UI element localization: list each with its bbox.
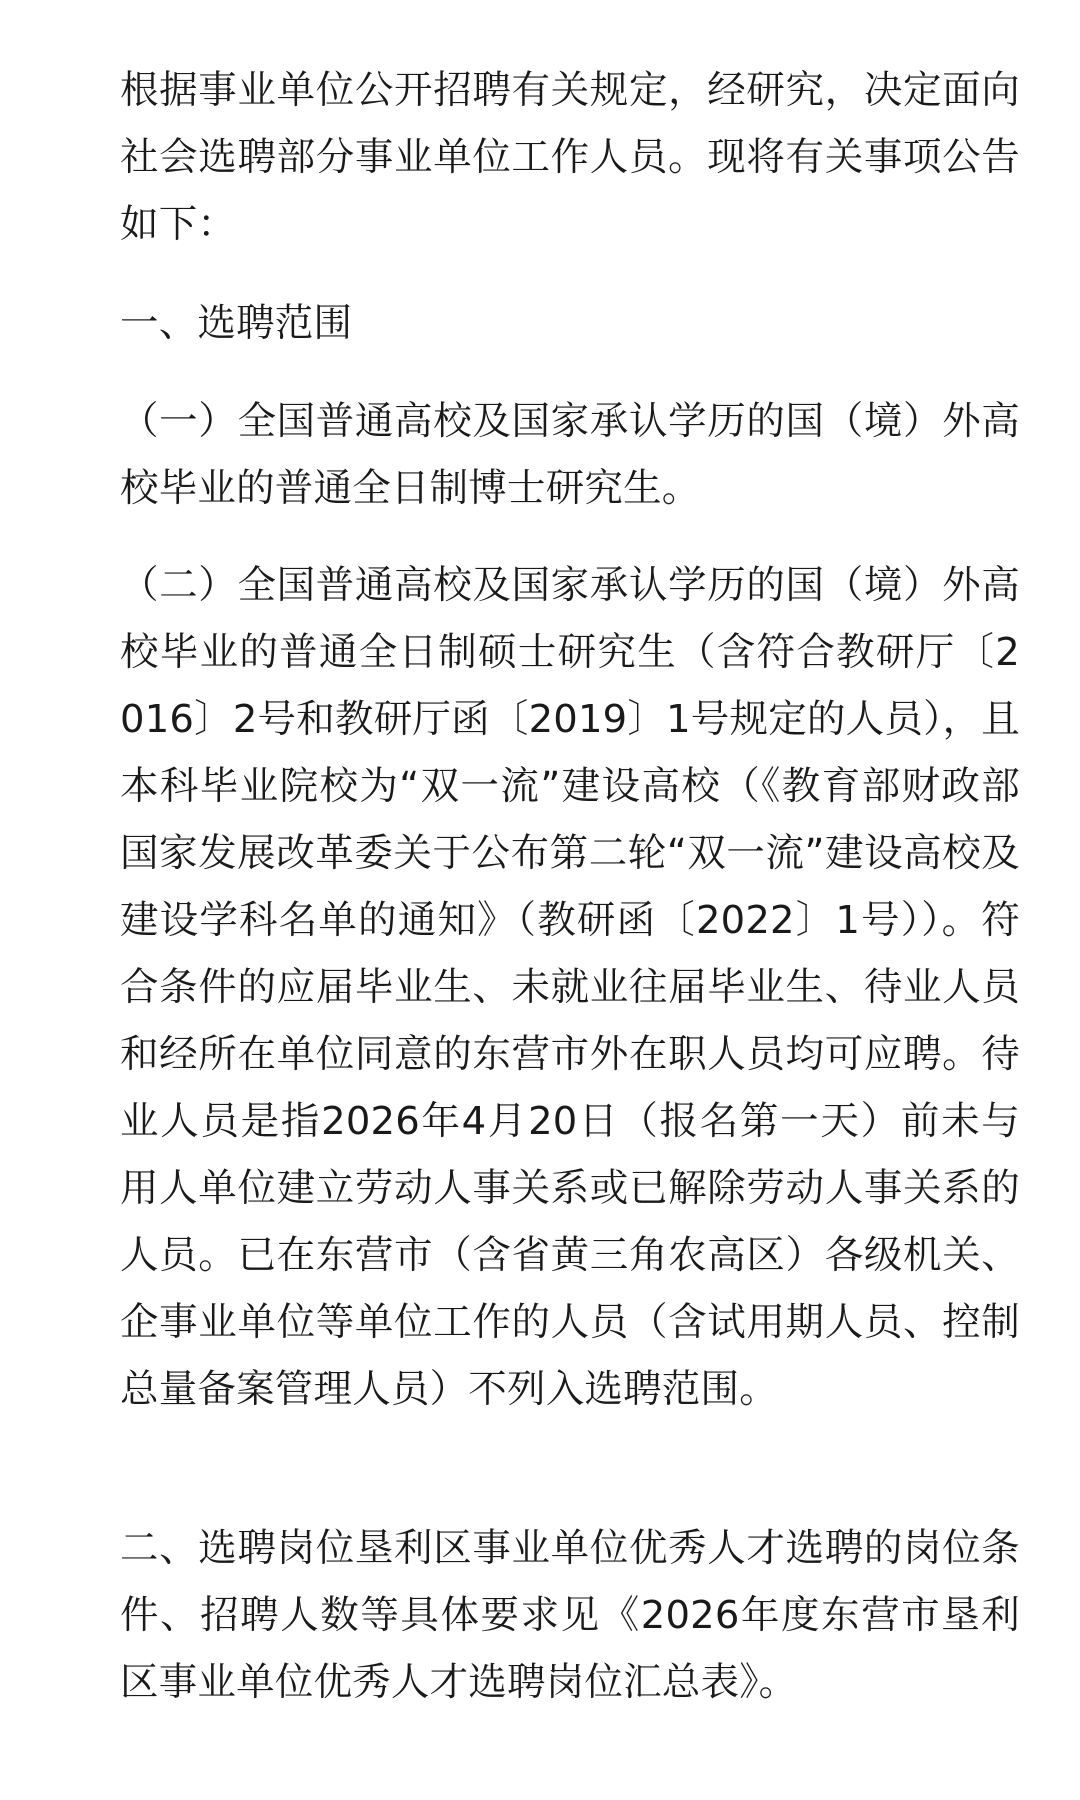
section-2-paragraph: 二、选聘岗位垦利区事业单位优秀人才选聘的岗位条件、招聘人数等具体要求见《2026年度东营市垦利区事业单位优秀人才选聘岗位汇总表》。 — [120, 1526, 1020, 1705]
section-1-heading: 一、选聘范围 — [120, 301, 353, 346]
item-2-paragraph: （二）全国普通高校及国家承认学历的国（境）外高校毕业的普通全日制硕士研究生（含符合教研厅〔2016〕2号和教研厅函〔2019〕1号规定的人员），且本科毕业院校为“双一流”建设高校（《教育部财政部国家发展改革委关于公布第二轮“双一流”建设高校及建设学科名单的通知》（教研函〔2022〕1号））。符合条件的应届毕业生、未就业往届毕业生、待业人员和经所在单位同意的东营市外在职人员均可应聘。待业人员是指2026年4月20日（报名第一天）前未与用人单位建立劳动人事关系或已解除劳动人事关系的人员。已在东营市（含省黄三角农高区）各级机关、企事业单位等单位工作的人员（含试用期人员、控制总量备案管理人员）不列入选聘范围。 — [120, 563, 1020, 1412]
intro-paragraph: 根据事业单位公开招聘有关规定，经研究，决定面向社会选聘部分事业单位工作人员。现将有关事项公告如下： — [120, 68, 1020, 247]
item-1-paragraph: （一）全国普通高校及国家承认学历的国（境）外高校毕业的普通全日制博士研究生。 — [120, 399, 1020, 511]
